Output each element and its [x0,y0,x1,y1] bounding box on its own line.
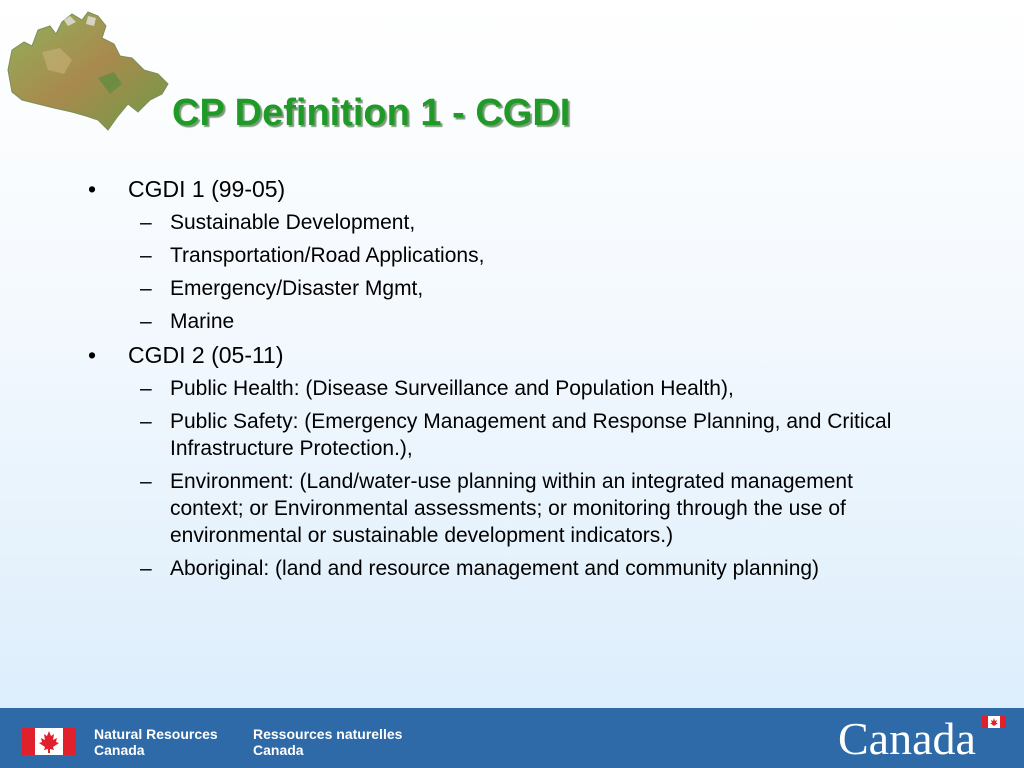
dash-marker: – [140,277,152,300]
sub-bullet-item [140,375,930,402]
department-name-fr-line1: Ressources naturelles [253,726,403,742]
sub-bullet-item [140,308,930,335]
footer-bar [0,708,1024,768]
bullet-list [84,175,984,588]
dash-marker: – [140,310,152,333]
sub-bullet-text: Marine [170,310,235,333]
sub-bullet-text: Sustainable Development, [170,211,416,234]
sub-bullet-text: Public Safety: (Emergency Management and Response Planning, and Critical Infrastructure Protection.), [170,410,892,460]
sub-bullet-text: Public Health: (Disease Surveillance and Population Health), [170,377,734,400]
dash-marker: – [140,557,152,580]
canada-map-icon [2,8,172,133]
dash-marker: – [140,211,152,234]
sub-bullet-text: Aboriginal: (land and resource management and community planning) [170,557,820,580]
bullet-marker: • [88,176,97,202]
bullet-item [84,175,984,203]
bullet-item [84,341,984,369]
sub-bullet-item [140,275,930,302]
slide-title: CP Definition 1 - CGDI [172,92,571,134]
sub-bullet-item [140,555,930,582]
bullet-marker: • [88,342,97,368]
sub-bullet-text: Transportation/Road Applications, [170,244,485,267]
canada-wordmark: Canada [838,713,976,764]
sub-bullet-item [140,242,930,269]
sub-bullet-text: Emergency/Disaster Mgmt, [170,277,424,300]
bullet-text: CGDI 1 (99-05) [128,176,286,202]
sub-bullet-item [140,408,930,462]
department-name-en [94,726,218,758]
sub-bullet-item [140,468,930,549]
department-name-fr-line2: Canada [253,742,304,758]
department-name-en-line1: Natural Resources [94,726,218,742]
department-name-fr [253,726,402,758]
sub-bullet-item [140,209,930,236]
dash-marker: – [140,377,152,400]
dash-marker: – [140,244,152,267]
department-name-en-line2: Canada [94,742,145,758]
wordmark-flag-icon [982,716,1006,728]
dash-marker: – [140,470,152,493]
sub-bullet-text: Environment: (Land/water-use planning within an integrated management context; or Environmental assessments; or monitoring through the use of environmental or sustainable development indicators.) [170,470,853,547]
bullet-text: CGDI 2 (05-11) [128,342,284,368]
canada-flag-icon [22,728,76,755]
dash-marker: – [140,410,152,433]
